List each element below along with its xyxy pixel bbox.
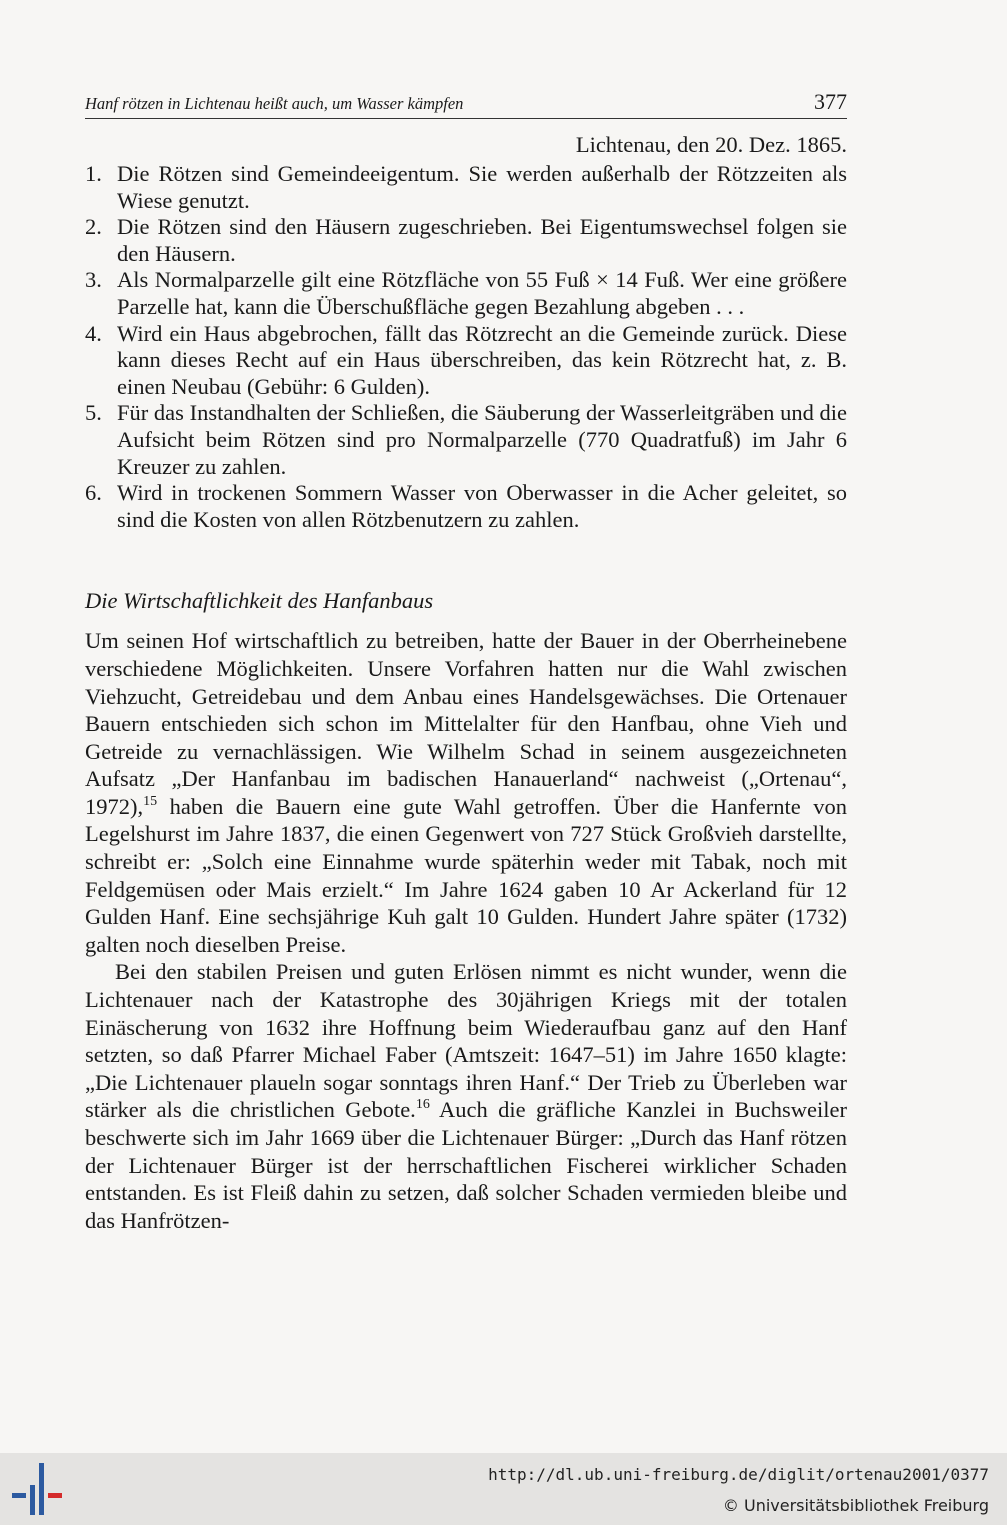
permalink-link[interactable]: http://dl.ub.uni-freiburg.de/diglit/ortenau2001/0377: [488, 1465, 989, 1484]
ub-freiburg-logo-icon[interactable]: [12, 1463, 64, 1515]
list-item: [85, 400, 847, 480]
body-paragraph: [85, 627, 847, 958]
paragraph-text: haben die Bauern eine gute Wahl getroffen. Über die Hanfernte von Legelshurst im Jahre 1837, die einen Gegenwert von 727 Stück Großvieh darstellte, schreibt er: „Solch eine Einnahme wurde späterhin weder mit Tabak, noch mit Feldgemüsen oder Mais erzielt.“ Im Jahre 1624 gaben 10 Ar Ackerland für 12 Gulden Hanf. Eine sechsjährige Kuh galt 10 Gulden. Hundert Jahre später (1732) galten noch dieselben Preise.: [85, 793, 847, 957]
list-item-number: 5.: [85, 400, 102, 426]
list-item-number: 2.: [85, 214, 102, 240]
list-item-text: Die Rötzen sind den Häusern zugeschrieben. Bei Eigentumswechsel folgen sie den Häusern.: [117, 214, 847, 266]
list-item: [85, 480, 847, 533]
body-paragraph: [85, 958, 847, 1234]
viewer-footer: [0, 1453, 1007, 1525]
list-item-text: Die Rötzen sind Gemeindeeigentum. Sie werden außerhalb der Rötzzeiten als Wiese genutzt.: [117, 161, 847, 213]
paragraph-text: Um seinen Hof wirtschaftlich zu betreiben, hatte der Bauer in der Oberrheinebene verschiedene Möglichkeiten. Unsere Vorfahren hatten nur die Wahl zwischen Viehzucht, Getreidebau und dem Anbau eines Handelsgewächses. Die Ortenauer Bauern entschieden sich schon im Mittelalter für den Hanfbau, ohne Vieh und Getreide zu vernachlässigen. Wie Wilhelm Schad in seinem ausgezeichneten Aufsatz „Der Hanfanbau im badischen Hanauerland“ nachweist („Ortenau“, 1972),: [85, 628, 847, 819]
list-item-number: 6.: [85, 480, 102, 506]
copyright-notice: © Universitätsbibliothek Freiburg: [722, 1496, 989, 1515]
list-item-number: 3.: [85, 267, 102, 293]
running-title: Hanf rötzen in Lichtenau heißt auch, um Wasser kämpfen: [85, 94, 464, 113]
list-item-text: Als Normalparzelle gilt eine Rötzfläche von 55 Fuß × 14 Fuß. Wer eine größere Parzelle hat, kann die Überschußfläche gegen Bezahlung abgeben . . .: [117, 267, 847, 319]
list-item-text: Wird ein Haus abgebrochen, fällt das Rötzrecht an die Gemeinde zurück. Diese kann dieses Recht auf ein Haus überschreiben, das kein Rötzrecht hat, z. B. einen Neubau (Gebühr: 6 Gulden).: [117, 320, 847, 399]
page-header: [85, 84, 847, 119]
list-item-text: Wird in trockenen Sommern Wasser von Oberwasser in die Acher geleitet, so sind die Kosten von allen Rötzbenutzern zu zahlen.: [117, 480, 847, 532]
dateline: Lichtenau, den 20. Dez. 1865.: [575, 132, 847, 157]
rules-list: [85, 161, 847, 533]
page-content: [85, 84, 847, 1234]
section-title: Die Wirtschaftlichkeit des Hanfanbaus: [85, 588, 434, 614]
paragraph-text: Auch die gräfliche Kanzlei in Buchsweiler beschwerte sich im Jahr 1669 über die Lichtenauer Bürger: „Durch das Hanf rötzen der Lichtenauer Bürger ist der herrschaftlichen Fischerei wirklicher Schaden entstanden. Es ist Fleiß dahin zu setzen, daß solcher Schaden vermieden bleibe und das Hanfrötzen-: [85, 1097, 847, 1233]
footnote-ref: 16: [415, 1097, 430, 1113]
list-item-number: 4.: [85, 320, 102, 346]
list-item: [85, 214, 847, 267]
page-number: 377: [814, 89, 847, 114]
list-item-text: Für das Instandhalten der Schließen, die Säuberung der Wasserleitgräben und die Aufsicht beim Rötzen sind pro Normalparzelle (770 Quadratfuß) im Jahr 6 Kreuzer zu zahlen.: [117, 400, 847, 479]
paragraph-text: Bei den stabilen Preisen und guten Erlösen nimmt es nicht wunder, wenn die Lichtenauer nach der Katastrophe des 30jährigen Kriegs mit der totalen Einäscherung von 1632 ihre Hoffnung beim Wiederaufbau ganz auf den Hanf setzten, so daß Pfarrer Michael Faber (Amtszeit: 1647–51) im Jahre 1650 klagte: „Die Lichtenauer plaueln sogar sonntags ihren Hanf.“ Der Trieb zu Überleben war stärker als die christlichen Gebote.: [85, 959, 847, 1123]
list-item: [85, 161, 847, 214]
list-item: [85, 321, 847, 401]
list-item: [85, 267, 847, 320]
list-item-number: 1.: [85, 161, 102, 186]
footnote-ref: 15: [143, 793, 158, 809]
